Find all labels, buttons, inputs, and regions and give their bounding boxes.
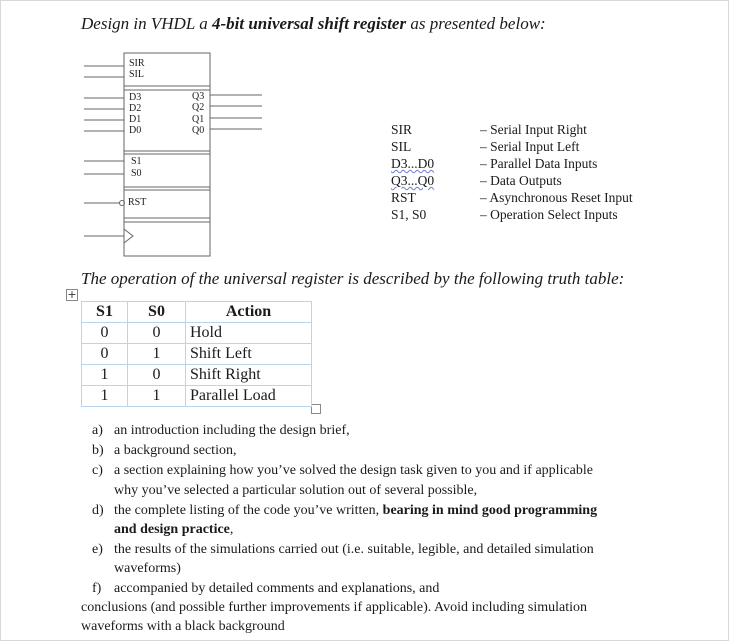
list-marker: b) [92,443,104,458]
list-marker: d) [92,503,104,518]
intro-text-before: Design in VHDL a [81,14,212,33]
conclusion-paragraph [81,598,587,636]
header-s1: S1 [82,302,128,323]
clock-triangle [124,229,133,243]
cell-action: Shift Left [186,344,312,365]
header-s0: S0 [128,302,186,323]
signal-name: S1, S0 [391,207,427,222]
list-text: a background section, [114,443,237,458]
pin-label-s1: S1 [131,156,142,167]
signal-description: – Parallel Data Inputs [480,156,598,171]
truth-table [81,301,312,407]
cell-s0: 1 [128,386,186,407]
cell-action: Parallel Load [186,386,312,407]
pin-label-rst: RST [128,197,147,208]
table-resize-handle-icon[interactable] [311,404,321,414]
table-row [82,344,312,365]
table-row [82,323,312,344]
list-text: waveforms) [114,561,181,576]
pin-label-d1: D1 [129,114,142,125]
conclusion-line: waveforms with a black background [81,619,285,634]
cell-s1: 0 [82,344,128,365]
list-text-plain: the complete listing of the code you’ve written, [114,503,383,518]
conclusion-line: conclusions (and possible further improvements if applicable). Avoid including simulation [81,600,587,615]
pin-label-sir: SIR [129,58,145,69]
signal-description: – Serial Input Left [480,139,580,154]
cell-s0: 0 [128,365,186,386]
list-text [114,501,597,520]
signal-name: SIR [391,122,413,137]
cell-s1: 1 [82,386,128,407]
list-marker: c) [92,463,103,478]
list-marker: e) [92,542,103,557]
table-move-handle-icon[interactable]: + [67,288,77,301]
table-row [82,365,312,386]
cell-s0: 1 [128,344,186,365]
list-text: accompanied by detailed comments and explanations, and [114,581,440,596]
signal-description: – Data Outputs [480,173,562,188]
cell-s0: 0 [128,323,186,344]
pin-label-q2: Q2 [192,102,205,113]
list-text-bold: bearing in mind good programming [382,503,598,518]
pin-label-d0: D0 [129,125,142,136]
list-marker: a) [92,423,103,438]
pin-label-sil: SIL [129,69,144,80]
signal-description: – Asynchronous Reset Input [480,190,633,205]
signal-name: RST [391,190,416,205]
intro-text-bold: 4-bit universal shift register [211,14,407,33]
table-header-row [82,302,312,323]
operation-description: The operation of the universal register is described by the following truth table: [81,269,625,288]
pin-label-q0: Q0 [192,125,205,136]
signal-name: SIL [391,139,412,154]
list-text: a section explaining how you’ve solved the design task given to you and if applicable [114,463,593,478]
pin-label-d3: D3 [129,92,142,103]
list-text-bold: and design practice [114,522,230,537]
cell-action: Shift Right [186,365,312,386]
list-text: why you’ve selected a particular solution out of several possible, [114,483,478,498]
signal-name: Q3...Q0 [391,173,435,188]
list-text-plain: , [229,522,234,537]
signal-description: – Serial Input Right [480,122,587,137]
cell-s1: 1 [82,365,128,386]
list-marker: f) [92,581,102,596]
pin-label-q1: Q1 [192,114,205,125]
signal-description: – Operation Select Inputs [480,207,618,222]
pin-label-s0: S0 [131,168,142,179]
cell-s1: 0 [82,323,128,344]
header-action: Action [186,302,312,323]
list-text: an introduction including the design brief, [114,423,350,438]
cell-action: Hold [186,323,312,344]
pin-label-q3: Q3 [192,91,205,102]
signal-name: D3...D0 [391,156,435,171]
intro-text-after: as presented below: [406,14,546,33]
list-text [114,520,233,539]
pin-label-d2: D2 [129,103,142,114]
list-text: the results of the simulations carried out (i.e. suitable, legible, and detailed simulation [114,542,594,557]
table-row [82,386,312,407]
